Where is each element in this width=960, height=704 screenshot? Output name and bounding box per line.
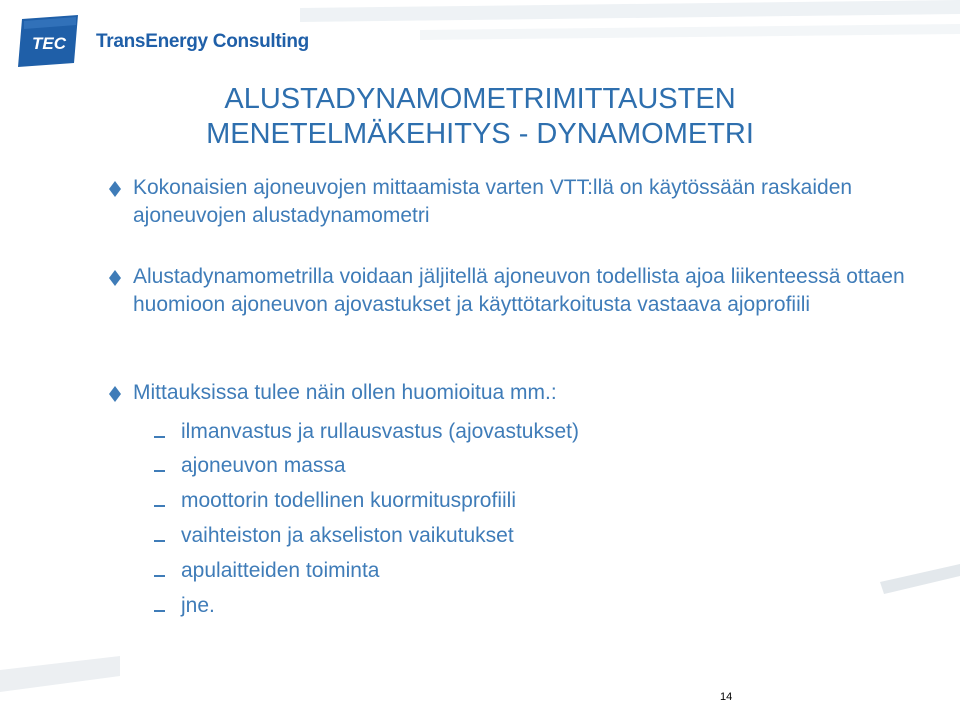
title-line-2: MENETELMÄKEHITYS - DYNAMOMETRI	[206, 118, 754, 150]
logo-text: TransEnergy Consulting	[96, 31, 309, 52]
dash-icon	[154, 436, 165, 438]
bullet-text: Alustadynamometrilla voidaan jäljitellä ajoneuvon todellista ajoa liikenteessä ottaen huomioon ajoneuvon ajovastukset ja käyttötarkoitusta vastaava ajoprofiili	[133, 265, 905, 316]
diamond-bullet-icon	[108, 385, 122, 403]
sub-item-text: ajoneuvon massa	[181, 454, 346, 477]
background-decoration-bottom	[0, 656, 140, 704]
page-number: 14	[720, 691, 733, 703]
background-decoration-top	[300, 0, 960, 60]
bullet-text: Mittauksissa tulee näin ollen huomioitua mm.:	[133, 381, 557, 404]
slide-title	[0, 82, 960, 152]
sub-item-text: moottorin todellinen kuormitusprofiili	[181, 489, 516, 512]
bullet-text: Kokonaisien ajoneuvojen mittaamista varten VTT:llä on käytössään raskaiden ajoneuvojen alustadynamometri	[133, 176, 853, 227]
sub-item-text: apulaitteiden toiminta	[181, 559, 380, 582]
bullet-item	[108, 174, 918, 230]
dash-icon	[154, 470, 165, 472]
title-line-1: ALUSTADYNAMOMETRIMITTAUSTEN	[224, 83, 736, 115]
bullet-item	[108, 263, 918, 319]
dash-icon	[154, 610, 165, 612]
dash-icon	[154, 575, 165, 577]
sub-item-text: jne.	[181, 594, 215, 617]
dash-icon	[154, 540, 165, 542]
sub-item-text: ilmanvastus ja rullausvastus (ajovastukset)	[181, 420, 579, 443]
bullet-item	[108, 379, 918, 407]
diamond-bullet-icon	[108, 180, 122, 198]
diamond-bullet-icon	[108, 269, 122, 287]
tec-logo	[16, 15, 82, 67]
dash-icon	[154, 505, 165, 507]
background-decoration-right	[880, 560, 960, 600]
sub-item-text: vaihteiston ja akseliston vaikutukset	[181, 524, 514, 547]
logo-mark-text: TEC	[32, 34, 66, 53]
